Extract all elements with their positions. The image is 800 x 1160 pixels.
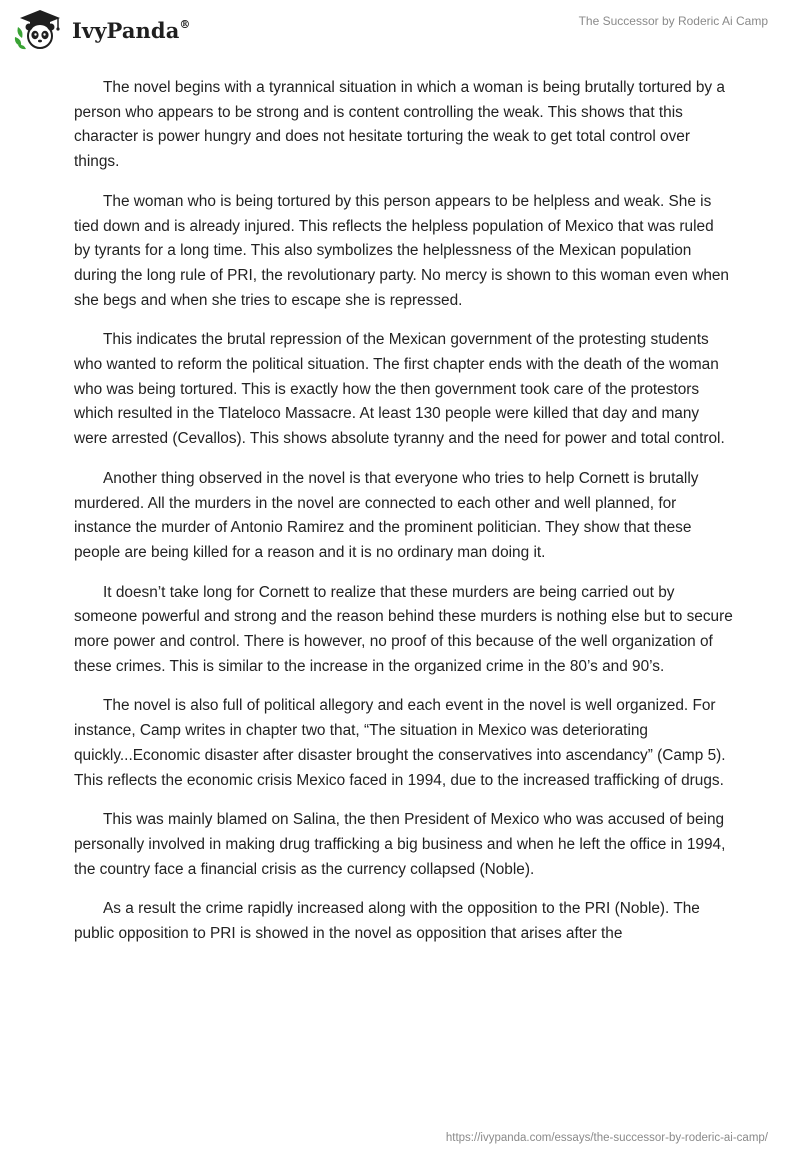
essay-body (74, 76, 734, 962)
page-header (0, 0, 800, 66)
document-title: The Successor by Roderic Ai Camp (578, 14, 768, 28)
brand-name: IvyPanda® (72, 17, 191, 43)
paragraph: This was mainly blamed on Salina, the then President of Mexico who was accused of being personally involved in making drug trafficking a big business and when he left the office in 1994, the country face a financial crisis as the currency collapsed (Noble). (74, 811, 726, 878)
paragraph: The novel is also full of political allegory and each event in the novel is well organized. For instance, Camp writes in chapter two that, “The situation in Mexico was deteriorating quickly...Economic disaster after disaster brought the conservatives into ascendancy” (Camp 5). This reflects the economic crisis Mexico faced in 1994, due to the increased trafficking of drugs. (74, 697, 726, 789)
paragraph: The novel begins with a tyrannical situation in which a woman is being brutally tortured by a person who appears to be strong and is content controlling the weak. This shows that this character is power hungry and does not hesitate torturing the weak to get total control over things. (74, 79, 725, 171)
ivypanda-logo[interactable] (14, 8, 191, 52)
source-url-link[interactable]: https://ivypanda.com/essays/the-successor-by-roderic-ai-camp/ (445, 1132, 768, 1144)
paragraph: It doesn’t take long for Cornett to realize that these murders are being carried out by someone powerful and strong and the reason behind these murders is nothing else but to secure more power and control. There is however, no proof of this because of the well organization of these crimes. This is similar to the increase in the organized crime in the 80’s and 90’s. (74, 583, 733, 675)
paragraph: The woman who is being tortured by this person appears to be helpless and weak. She is tied down and is already injured. This reflects the helpless population of Mexico that was ruled by tyrants for a long time. This also symbolizes the helplessness of the Mexican population during the long rule of PRI, the revolutionary party. No mercy is shown to this woman even when she begs and when she tries to escape she is repressed. (74, 192, 729, 309)
panda-graduation-cap-icon (14, 8, 66, 52)
paragraph: Another thing observed in the novel is that everyone who tries to help Cornett is brutally murdered. All the murders in the novel are connected to each other and well planned, for instance the murder of Antonio Ramirez and the prominent politician. They show that these people are being killed for a reason and it is no ordinary man doing it. (74, 469, 699, 561)
paragraph: As a result the crime rapidly increased along with the opposition to the PRI (Noble). The public opposition to PRI is showed in the novel as opposition that arises after the (74, 900, 700, 943)
paragraph: This indicates the brutal repression of the Mexican government of the protesting students who wanted to reform the political situation. The first chapter ends with the death of the woman who was being tortured. This is exactly how the then government took care of the protestors which resulted in the Tlateloco Massacre. At least 130 people were killed that day and many were arrested (Cevallos). This shows absolute tyranny and the need for power and total control. (74, 331, 725, 448)
